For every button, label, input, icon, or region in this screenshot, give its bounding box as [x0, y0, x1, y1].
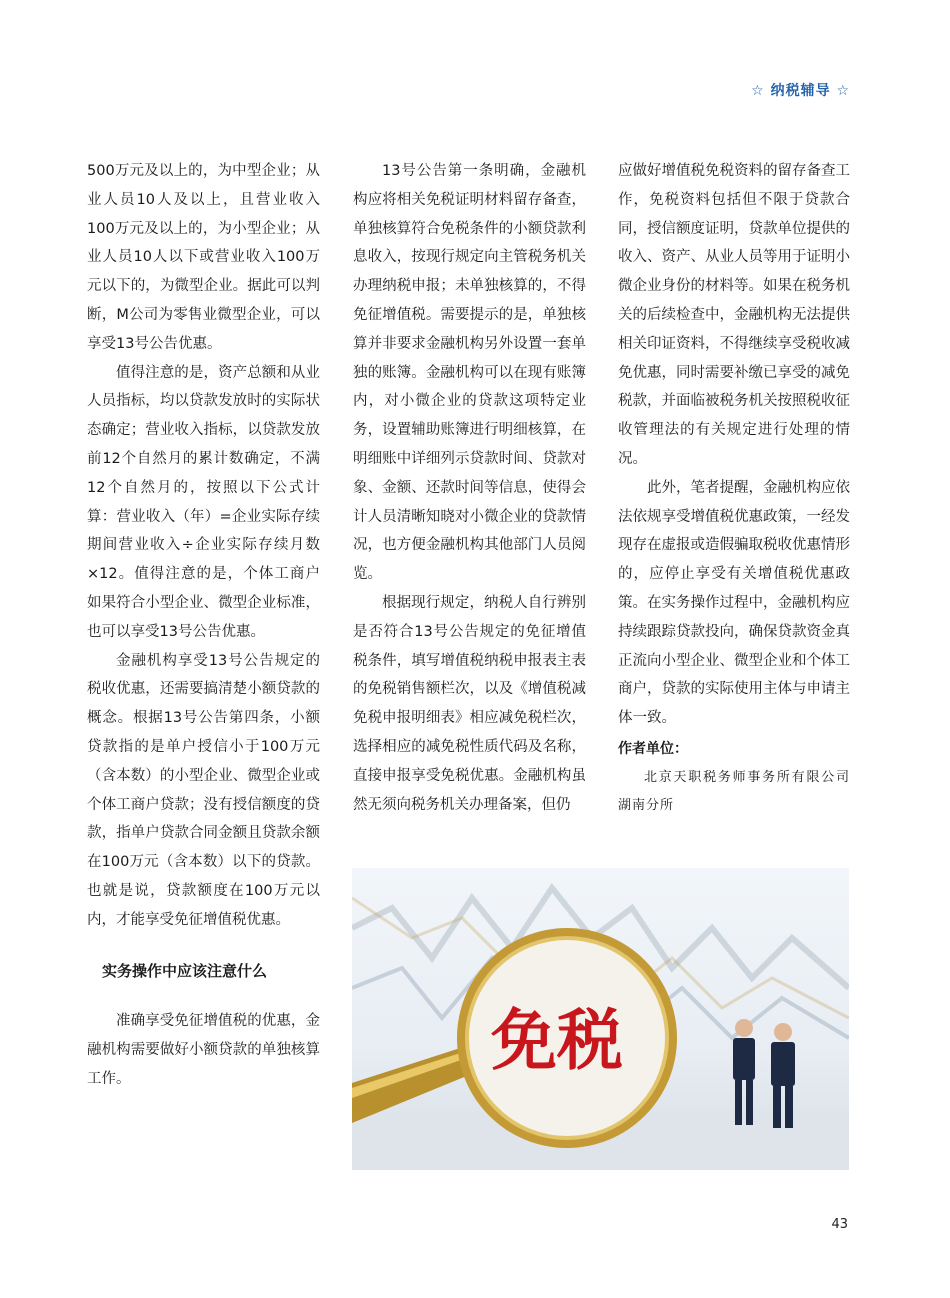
lens-text: 免税 — [491, 1003, 623, 1077]
text-column-1 — [87, 157, 320, 1094]
section-subheading: 实务操作中应该注意什么 — [102, 961, 268, 980]
paragraph: 应做好增值税免税资料的留存备查工作，免税资料包括但不限于贷款合同，授信额度证明，贷款单位提供的收入、资产、从业人员等用于证明小微企业身份的材料等。如果在税务机关的后续检查中，金融机构无法提供相关印证资料，不得继续享受税收减免优惠，同时需要补缴已享受的减免税款，并面临被税务机关按照税收征收管理法的有关规定进行处理的情况。 — [618, 163, 850, 467]
businessman-figure — [771, 1023, 795, 1128]
paragraph: 准确享受免征增值税的优惠，金融机构需要做好小额贷款的单独核算工作。 — [87, 1013, 320, 1087]
text-column-2 — [353, 157, 586, 819]
author-affiliation: 北京天职税务师事务所有限公司湖南分所 — [618, 769, 850, 813]
paragraph: 根据现行规定，纳税人自行辨别是否符合13号公告规定的免征增值税条件，填写增值税纳税申报表主表的免税销售额栏次，以及《增值税减免税申报明细表》相应减免税栏次，选择相应的减免税性质代码及名称，直接申报享受免税优惠。金融机构虽然无须向税务机关办理备案，但仍 — [353, 594, 586, 813]
paragraph: 值得注意的是，资产总额和从业人员指标，均以贷款发放时的实际状态确定；营业收入指标，以贷款发放前12个自然月的累计数确定，不满12个自然月的，按照以下公式计算：营业收入（年）=企业实际存续期间营业收入÷企业实际存续月数×12。值得注意的是，个体工商户如果符合小型企业、微型企业标准，也可以享受13号公告优惠。 — [87, 364, 320, 640]
author-label: 作者单位： — [618, 740, 688, 757]
paragraph: 13号公告第一条明确，金融机构应将相关免税证明材料留存备查，单独核算符合免税条件的小额贷款利息收入，按现行规定向主管税务机关办理纳税申报；未单独核算的，不得免征增值税。需要提示的是，单独核算并非要求金融机构另外设置一套单独的账簿。金融机构可以在现有账簿内，对小微企业的贷款这项特定业务，设置辅助账簿进行明细核算，在明细账中详细列示贷款时间、贷款对象、金额、还款时间等信息，使得会计人员清晰知晓对小微企业的贷款情况，也方便金融机构其他部门人员阅览。 — [353, 163, 586, 583]
paragraph: 此外，笔者提醒，金融机构应依法依规享受增值税优惠政策，一经发现存在虚报或造假骗取税收优惠情形的，应停止享受有关增值税优惠政策。在实务操作过程中，金融机构应持续跟踪贷款投向，确保贷款资金真正流向小型企业、微型企业和个体工商户，贷款的实际使用主体与申请主体一致。 — [618, 479, 850, 727]
page-number: 43 — [831, 1217, 848, 1232]
illustration-svg — [352, 868, 849, 1170]
section-header: ☆ 纳税辅导 ☆ — [751, 83, 850, 99]
text-column-3 — [618, 157, 850, 820]
paragraph: 500万元及以上的，为中型企业；从业人员10人及以上，且营业收入100万元及以上的，为小型企业；从业人员10人以下或营业收入100万元以下的，为微型企业。据此可以判断，M公司为零售业微型企业，可以享受13号公告优惠。 — [87, 163, 320, 352]
magnifier-illustration — [352, 868, 849, 1170]
paragraph: 金融机构享受13号公告规定的税收优惠，还需要搞清楚小额贷款的概念。根据13号公告第四条，小额贷款指的是单户授信小于100万元（含本数）的小型企业、微型企业或个体工商户贷款；没有授信额度的贷款，指单户贷款合同金额且贷款余额在100万元（含本数）以下的贷款。也就是说，贷款额度在100万元以内，才能享受免征增值税优惠。 — [87, 652, 320, 928]
